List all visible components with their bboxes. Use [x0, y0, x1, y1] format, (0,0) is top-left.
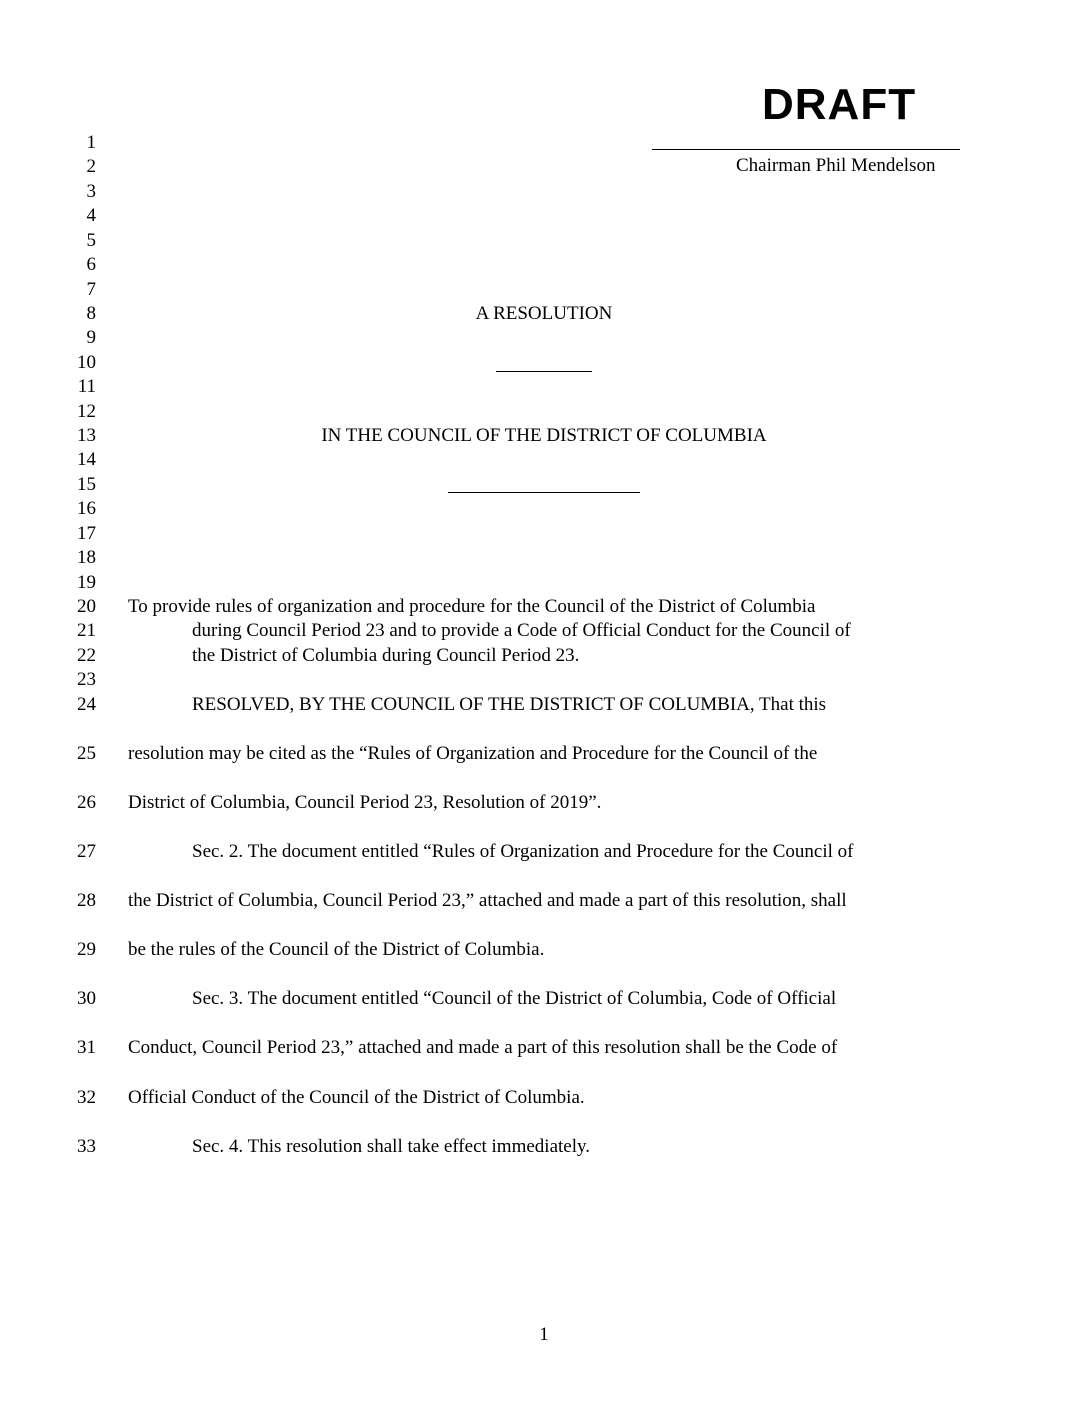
long-title-line: To provide rules of organization and procedure for the Council of the District of Columbia: [128, 596, 816, 617]
line-number: 19: [77, 572, 96, 593]
sponsor-name: Chairman Phil Mendelson: [736, 155, 936, 176]
line-number: 30: [77, 988, 96, 1009]
line-number: 5: [86, 230, 96, 251]
line-number: 24: [77, 694, 96, 715]
line-number: 3: [86, 181, 96, 202]
line-number: 7: [86, 279, 96, 300]
line-number: 33: [77, 1136, 96, 1157]
council-heading: IN THE COUNCIL OF THE DISTRICT OF COLUMBIA: [321, 425, 767, 446]
line-number: 26: [77, 792, 96, 813]
line-number: 25: [77, 743, 96, 764]
body-line: resolution may be cited as the “Rules of Organization and Procedure for the Council of the: [128, 743, 818, 764]
body-line: be the rules of the Council of the District of Columbia.: [128, 939, 545, 960]
line-number: 18: [77, 547, 96, 568]
body-line: Sec. 4. This resolution shall take effect immediately.: [192, 1136, 591, 1157]
date-blank: [448, 492, 640, 493]
line-number: 10: [77, 352, 96, 373]
line-number: 8: [86, 303, 96, 324]
body-line: Sec. 2. The document entitled “Rules of Organization and Procedure for the Council of: [192, 841, 854, 862]
line-number: 27: [77, 841, 96, 862]
line-number: 32: [77, 1087, 96, 1108]
body-line: Official Conduct of the Council of the District of Columbia.: [128, 1087, 585, 1108]
line-number: 4: [86, 205, 96, 226]
body-line: the District of Columbia, Council Period 23,” attached and made a part of this resolution, shall: [128, 890, 847, 911]
line-number: 16: [77, 498, 96, 519]
long-title-line: during Council Period 23 and to provide a Code of Official Conduct for the Council of: [192, 620, 851, 641]
line-number: 20: [77, 596, 96, 617]
line-number: 2: [86, 156, 96, 177]
line-number: 12: [77, 401, 96, 422]
line-number: 6: [86, 254, 96, 275]
page-number: 1: [539, 1324, 549, 1345]
line-number: 28: [77, 890, 96, 911]
line-number: 13: [77, 425, 96, 446]
line-number: 29: [77, 939, 96, 960]
body-line: Conduct, Council Period 23,” attached and made a part of this resolution shall be the Code of: [128, 1037, 838, 1058]
line-number: 31: [77, 1037, 96, 1058]
long-title-line: the District of Columbia during Council Period 23.: [192, 645, 580, 666]
body-line: District of Columbia, Council Period 23, Resolution of 2019”.: [128, 792, 602, 813]
line-number: 21: [77, 620, 96, 641]
line-number: 9: [86, 327, 96, 348]
line-number: 1: [86, 132, 96, 153]
line-number: 15: [77, 474, 96, 495]
line-number: 17: [77, 523, 96, 544]
draft-watermark: DRAFT: [762, 80, 917, 129]
body-line: Sec. 3. The document entitled “Council of the District of Columbia, Code of Official: [192, 988, 837, 1009]
resolution-heading: A RESOLUTION: [475, 303, 613, 324]
resolution-number-blank: [496, 371, 592, 372]
line-number: 14: [77, 449, 96, 470]
line-number: 22: [77, 645, 96, 666]
body-line: RESOLVED, BY THE COUNCIL OF THE DISTRICT OF COLUMBIA, That this: [192, 694, 827, 715]
signature-line: [652, 149, 960, 150]
line-number: 11: [77, 376, 96, 397]
line-number: 23: [77, 669, 96, 690]
